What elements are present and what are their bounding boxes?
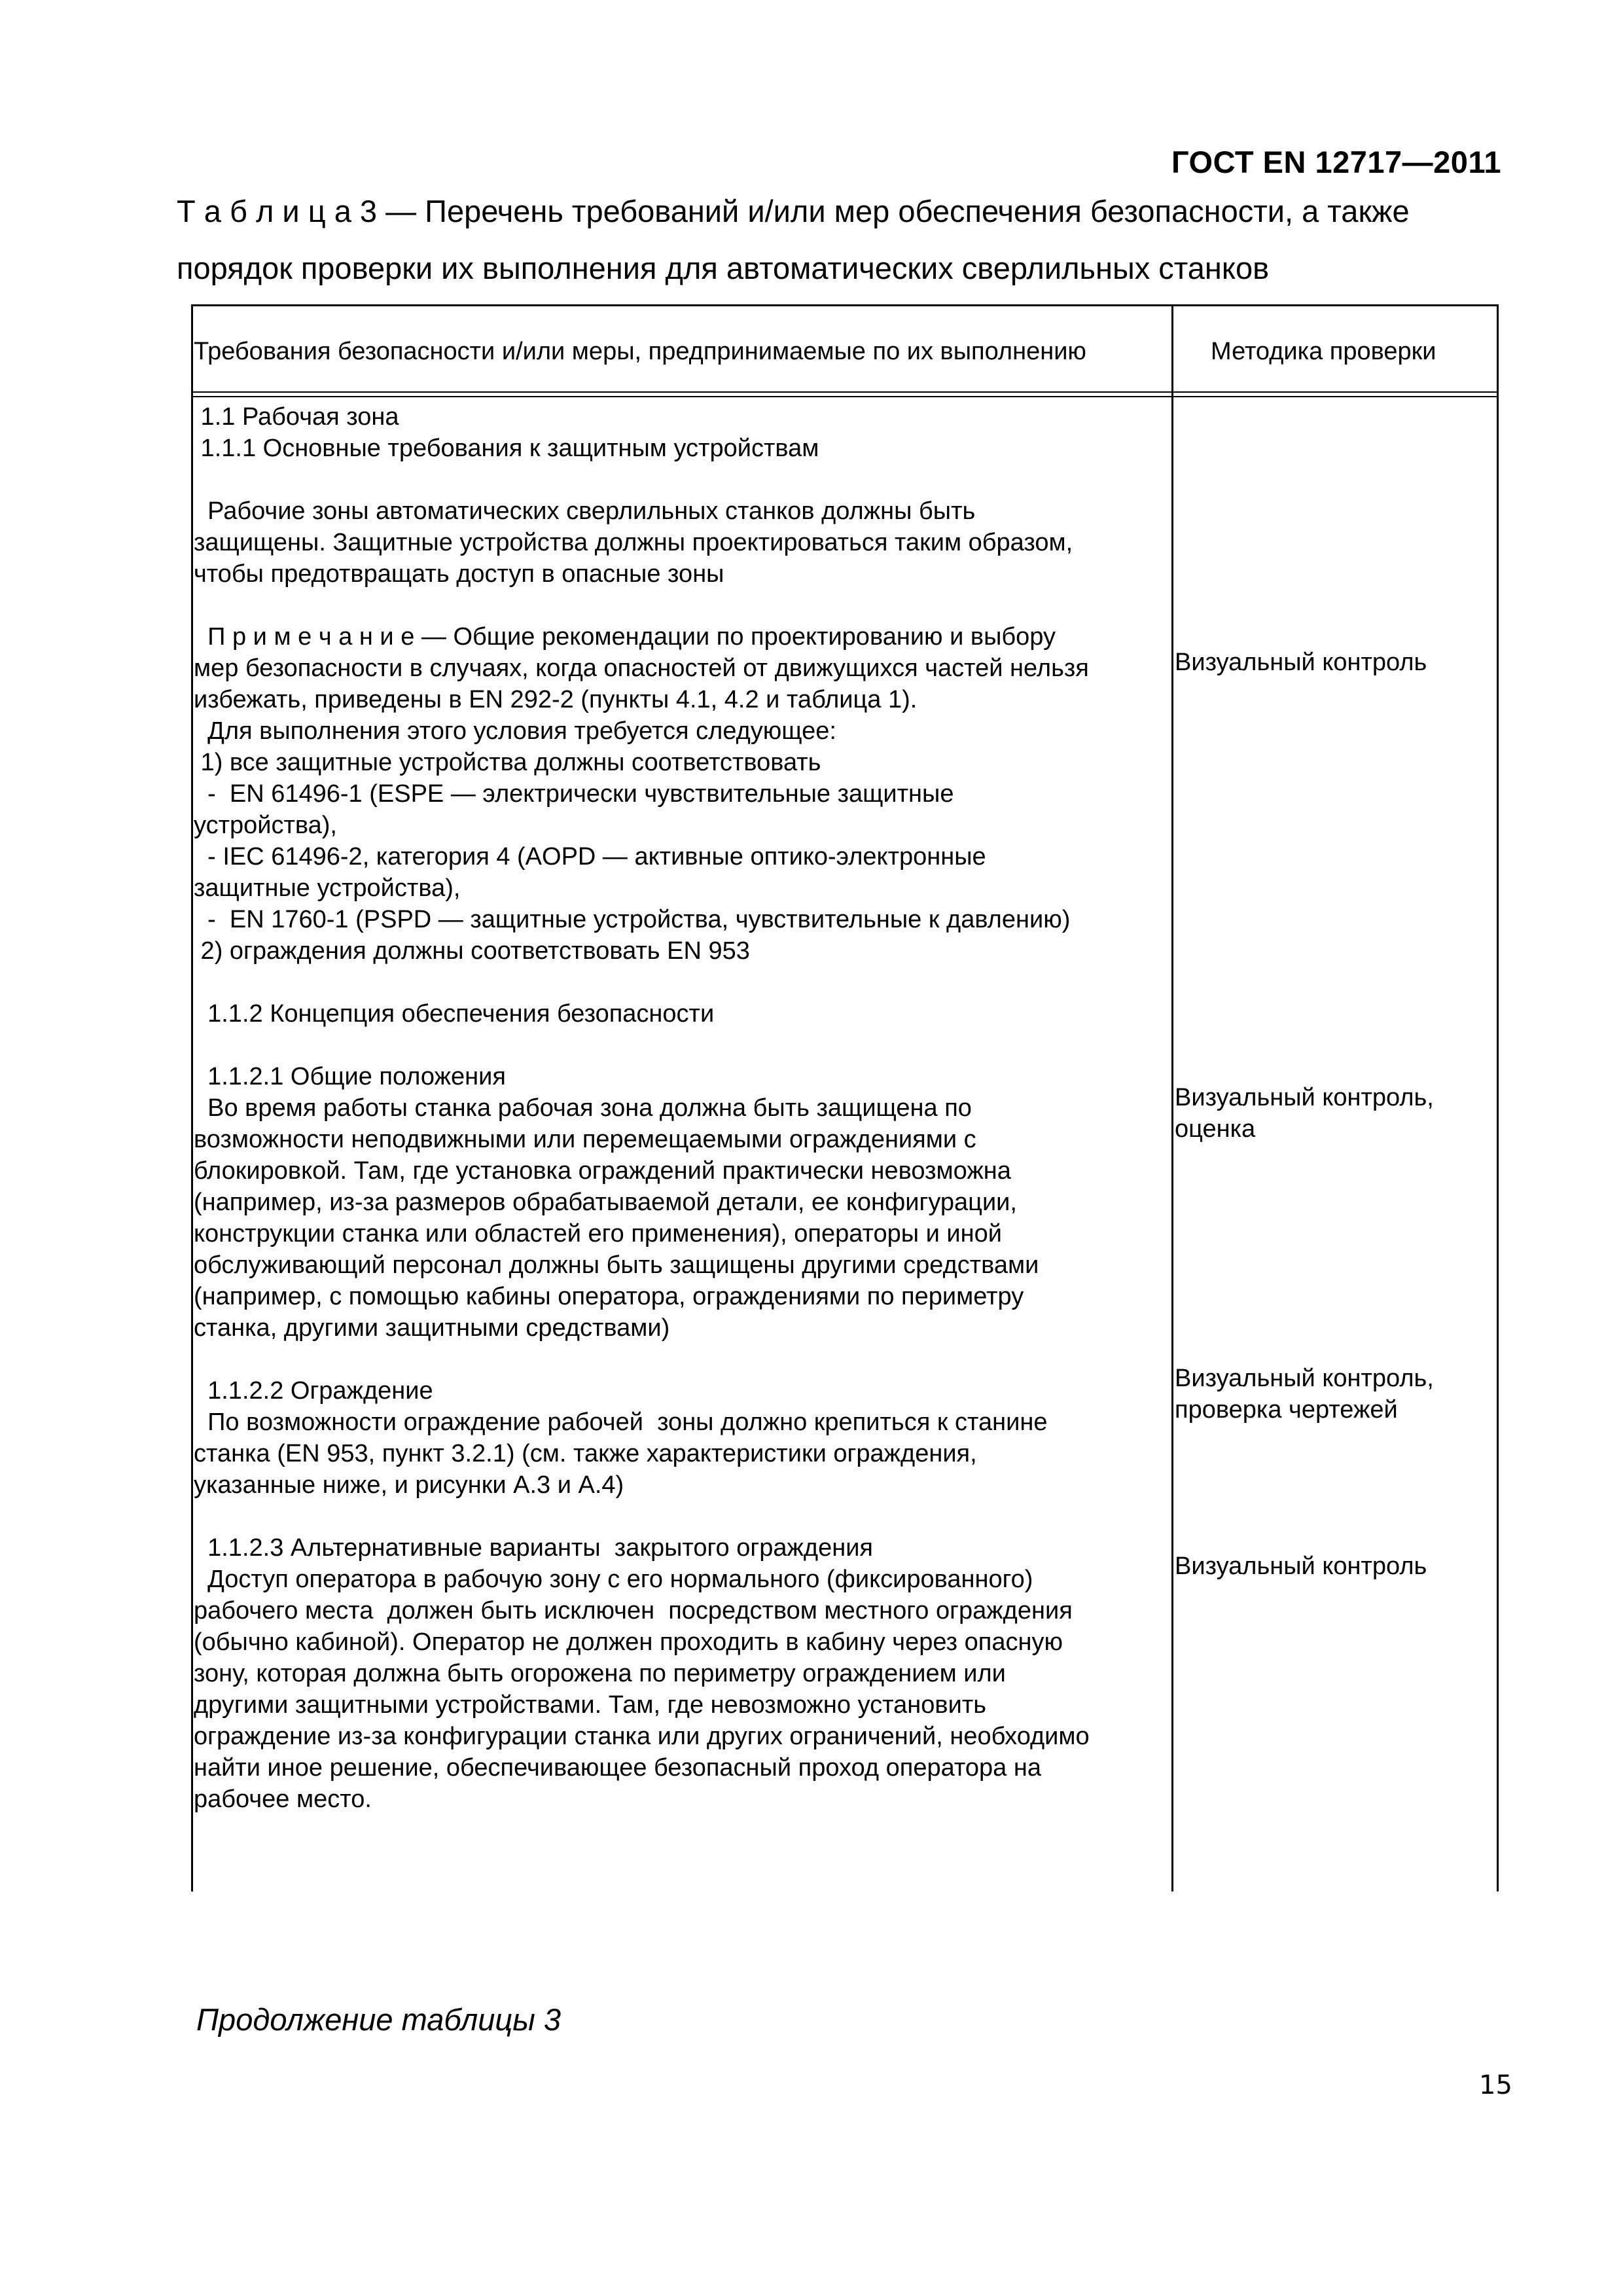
method-visual-control: Визуальный контроль <box>1175 649 1427 676</box>
header-method: Методика проверки <box>1211 338 1436 365</box>
table-top-border <box>191 304 1499 306</box>
table-right-border <box>1497 304 1499 1892</box>
table-left-border <box>191 304 193 1892</box>
method-visual-control-drawings: Визуальный контроль, проверка чертежей <box>1175 1365 1434 1424</box>
table-caption-line-2: порядок проверки их выполнения для автоматических сверлильных станков <box>177 251 1270 285</box>
header-requirements: Требования безопасности и/или меры, предпринимаемые по их выполнению <box>194 338 1086 365</box>
page-number: 15 <box>1479 2070 1512 2100</box>
continuation-note: Продолжение таблицы 3 <box>196 2002 562 2037</box>
table-header-separator-lower <box>191 396 1499 397</box>
requirements-text: 1.1 Рабочая зона 1.1.1 Основные требования к защитным устройствам Рабочие зоны автоматических сверлильных станков должны быть защищены. Защитные устройства должны проектироваться таким образом, чтобы предотвращать доступ в опасные зоны П р и м е ч а н и е — Общие рекомендации по проектированию и выбору мер безопасности в случаях, когда опасностей от движущихся частей нельзя избежать, приведены в EN 292-2 (пункты 4.1, 4.2 и таблица 1). Для выполнения этого условия требуется следующее: 1) все защитные устройства должны соответствовать - EN 61496-1 (ESPE — электрически чувствительные защитные устройства), - IEC 61496-2, категория 4 (AOPD — активные оптико-электронные защитные устройства), - EN 1760-1 (PSPD — защитные устройства, чувствительные к давлению) 2) ограждения должны соответствовать EN 953 1.1.2 Концепция обеспечения безопасности 1.1.2.1 Общие положения Во время работы станка рабочая зона должна быть защищена по возможности неподвижными или перемещаемыми ограждениями с блокировкой. Там, где установка ограждений практически невозможна (например, из-за размеров обрабатываемой детали, ее конфигурации, конструкции станка или областей его применения), операторы и иной обслуживающий персонал должны быть защищены другими средствами (например, с помощью кабины оператора, ограждениями по периметру станка, другими защитными средствами) 1.1.2.2 Ограждение По возможности ограждение рабочей зоны должно крепиться к станине станка (EN 953, пункт 3.2.1) (см. также характеристики ограждения, указанные ниже, и рисунки А.3 и А.4) 1.1.2.3 Альтернативные варианты закрытого ограждения Доступ оператора в рабочую зону с его нормального (фиксированного) рабочего места должен быть исключен посредством местного ограждения (обычно кабиной). Оператор не должен проходить в кабину через опасную зону, которая должна быть огорожена по периметру ограждением или другими защитными устройствами. Там, где невозможно установить ограждение из-за конфигурации станка или других ограничений, необходимо найти иное решение, обеспечивающее безопасный проход оператора на рабочее место. <box>194 403 1090 1813</box>
method-visual-control-alternative: Визуальный контроль <box>1175 1552 1427 1580</box>
table-column-divider <box>1171 304 1173 1892</box>
method-visual-control-assessment: Визуальный контроль, оценка <box>1175 1084 1434 1143</box>
table-caption-line-1: Т а б л и ц а 3 — Перечень требований и/или мер обеспечения безопасности, а также <box>177 194 1410 228</box>
document-code: ГОСТ EN 12717—2011 <box>1171 145 1502 179</box>
table-header-separator-upper <box>191 391 1499 393</box>
